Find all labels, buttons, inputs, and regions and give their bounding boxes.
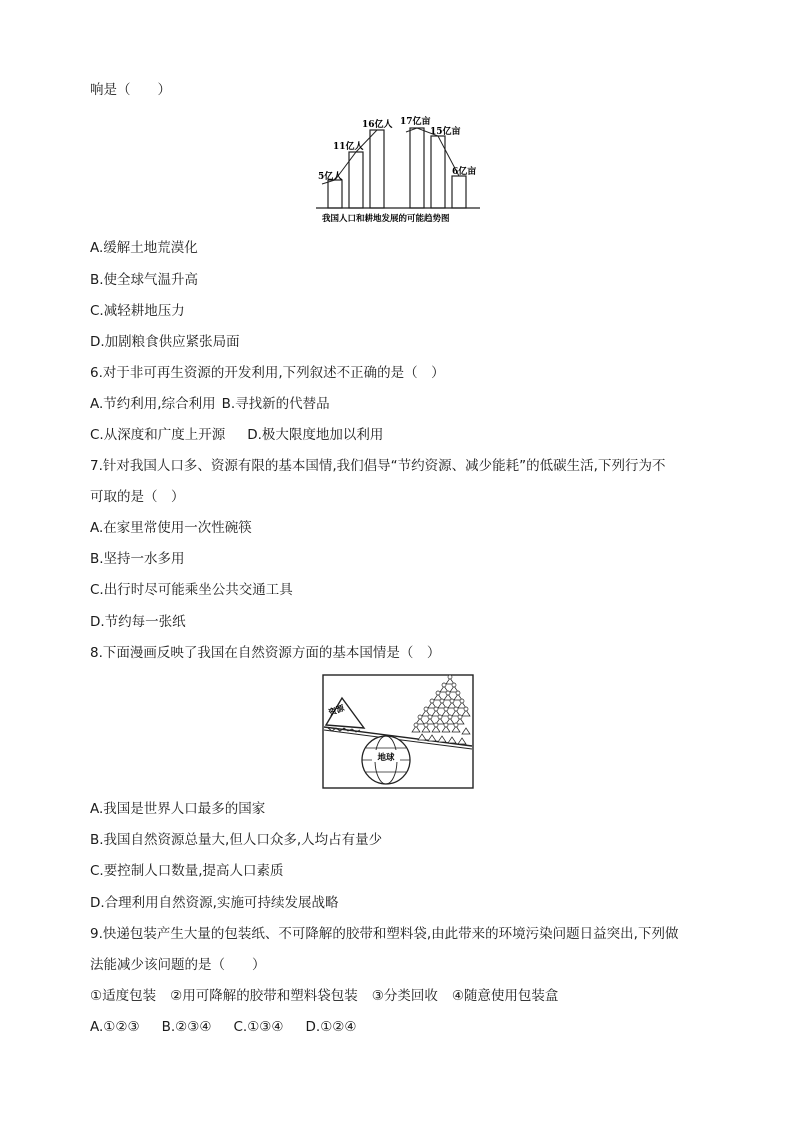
q5-option-c: C.减轻耕地压力 <box>90 303 185 319</box>
q8-option-d: D.合理利用自然资源,实施可持续发展战略 <box>90 895 339 911</box>
q7-option-a: A.在家里常使用一次性碗筷 <box>90 520 252 536</box>
q9-items <box>90 986 558 1006</box>
earth-label: 地球 <box>377 753 395 763</box>
population-label-1: 5亿人 <box>318 172 343 182</box>
q6-options-row-1 <box>90 394 330 414</box>
q8-stem: 8.下面漫画反映了我国在自然资源方面的基本国情是（ ） <box>90 645 441 661</box>
q9-option-d: D.①②④ <box>305 1019 357 1035</box>
q6-option-a: A.节约利用,综合利用 <box>90 396 216 412</box>
resource-label: 资源 <box>327 702 346 718</box>
population-bar-1 <box>328 180 342 208</box>
q9-stem-line-2: 法能减少该问题的是（ ） <box>90 957 266 973</box>
q9-option-c: C.①③④ <box>233 1019 284 1035</box>
q9-item-4: ④随意使用包装盒 <box>451 988 559 1004</box>
q7-stem-line-1: 7.针对我国人口多、资源有限的基本国情,我们倡导“节约资源、减少能耗”的低碳生活,下列行为不 <box>90 458 666 474</box>
q6-option-b: B.寻找新的代替品 <box>221 396 330 412</box>
q9-item-2: ②用可降解的胶带和塑料袋包装 <box>170 988 358 1004</box>
population-label-2: 11亿人 <box>333 142 364 152</box>
q9-options <box>90 1017 357 1037</box>
q7-option-c: C.出行时尽可能乘坐公共交通工具 <box>90 582 293 598</box>
farmland-label-1: 17亿亩 <box>400 117 431 127</box>
q6-option-c: C.从深度和广度上开源 <box>90 427 226 443</box>
q9-stem-line-1: 9.快递包装产生大量的包装纸、不可降解的胶带和塑料袋,由此带来的环境污染问题日益突出,下列做 <box>90 926 679 942</box>
q6-stem: 6.对于非可再生资源的开发利用,下列叙述不正确的是（ ） <box>90 365 445 381</box>
farmland-bar-1 <box>410 128 424 208</box>
q9-item-1: ①适度包装 <box>90 988 157 1004</box>
q8-option-c: C.要控制人口数量,提高人口素质 <box>90 863 284 879</box>
resource-earth-cartoon <box>322 674 474 790</box>
q5-stem-tail: 响是（ ） <box>90 82 171 98</box>
q5-option-d: D.加剧粮食供应紧张局面 <box>90 334 240 350</box>
farmland-label-2: 15亿亩 <box>430 127 461 137</box>
q7-option-b: B.坚持一水多用 <box>90 551 185 567</box>
q5-option-a: A.缓解土地荒漠化 <box>90 240 198 256</box>
q7-stem-line-2: 可取的是（ ） <box>90 489 185 505</box>
population-bar-2 <box>349 152 363 208</box>
q8-option-a: A.我国是世界人口最多的国家 <box>90 801 266 817</box>
q9-item-3: ③分类回收 <box>371 988 438 1004</box>
population-label-3: 16亿人 <box>362 120 393 130</box>
farmland-label-3: 6亿亩 <box>452 167 477 177</box>
population-farmland-chart <box>310 112 490 228</box>
q8-option-b: B.我国自然资源总量大,但人口众多,人均占有量少 <box>90 832 383 848</box>
q6-options-row-2 <box>90 425 383 445</box>
farmland-bar-2 <box>431 136 445 208</box>
q7-option-d: D.节约每一张纸 <box>90 614 186 630</box>
q9-option-a: A.①②③ <box>90 1019 140 1035</box>
q9-option-b: B.②③④ <box>161 1019 212 1035</box>
population-bar-3 <box>370 130 384 208</box>
chart-caption: 我国人口和耕地发展的可能趋势图 <box>322 214 450 224</box>
q5-option-b: B.使全球气温升高 <box>90 272 199 288</box>
q6-option-d: D.极大限度地加以利用 <box>247 427 384 443</box>
farmland-bar-3 <box>452 176 466 208</box>
